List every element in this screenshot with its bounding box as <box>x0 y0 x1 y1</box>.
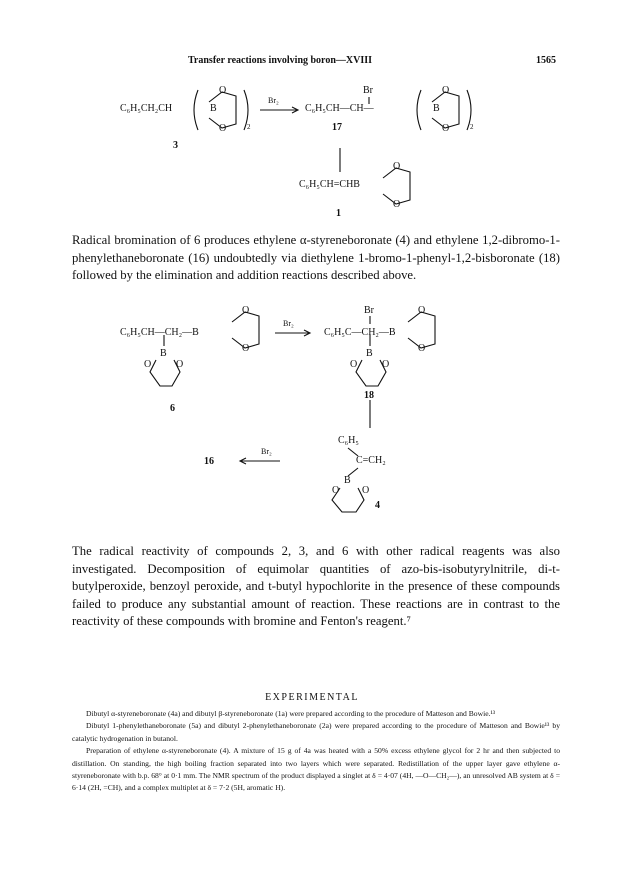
label-1: 1 <box>336 208 341 219</box>
bromine-substituent: Br <box>364 305 374 316</box>
oxygen-atom: O <box>362 485 370 496</box>
compound-17-formula: C₆H₅CH—CH— <box>305 103 374 114</box>
label-3: 3 <box>173 140 178 151</box>
paragraph-radical-bromination: Radical bromination of 6 produces ethylene α-styreneboronate (4) and ethylene 1,2-dibromo-1-phenylethaneboronate (16) undoubtedly via diethylene 1-bromo-1-phenyl-1,2-bisboronate (18) followed by the elimination and addition reactions described above. <box>72 233 560 282</box>
compound-1-formula: C₆H₅CH=CHB <box>299 179 360 190</box>
label-18: 18 <box>364 390 374 401</box>
experimental-text <box>72 708 560 795</box>
oxygen-atom: O <box>393 199 401 210</box>
label-17: 17 <box>332 122 342 133</box>
oxygen-atom: O <box>442 123 450 134</box>
oxygen-atom: O <box>144 359 152 370</box>
boron-atom: B <box>344 475 351 486</box>
label-4: 4 <box>375 500 380 511</box>
experimental-paragraph: Preparation of ethylene α-styreneboronate (4). A mixture of 15 g of 4a was heated with a 50% excess ethylene glycol for 2 hr and then subjected to distillation. On standing, the high boiling fraction separated into two layers which were separated. Redistillation of the upper layer gave ethylene α-styreneboronate with b.p. 68° at 0·1 mm. The NMR spectrum of the product displayed a singlet at δ = 4·07 (4H, —O—CH₂—), an unresolved AB system at δ = 6·14 (2H, =CH), and a complex multiplet at δ = 7·2 (5H, aromatic H). <box>72 746 560 793</box>
reagent-br2: Br₂ <box>268 96 279 105</box>
compound-18-formula: C₆H₅C—CH₂—B <box>324 327 396 338</box>
reagent-br2: Br₂ <box>261 447 272 456</box>
subscript: 2 <box>470 123 474 131</box>
experimental-paragraph: Dibutyl α-styreneboronate (4a) and dibutyl β-styreneboronate (1a) were prepared according to the procedure of Matteson and Bowie.¹³ <box>86 709 496 718</box>
oxygen-atom: O <box>393 161 401 172</box>
boron-atom: B <box>210 103 217 114</box>
subscript: 2 <box>247 123 251 131</box>
boron-atom: B <box>366 348 373 359</box>
compound-3-formula: C₆H₅CH₂CH <box>120 103 173 114</box>
bromine-substituent: Br <box>363 85 373 96</box>
oxygen-atom: O <box>332 485 340 496</box>
label-6: 6 <box>170 403 175 414</box>
compound-4-formula: C=CH₂ <box>356 455 386 466</box>
oxygen-atom: O <box>442 85 450 96</box>
compound-6-formula: C₆H₅CH—CH₂—B <box>120 327 199 338</box>
oxygen-atom: O <box>242 305 250 316</box>
paragraph-radical-reactivity: The radical reactivity of compounds 2, 3, and 6 with other radical reagents was also investigated. Decomposition of equimolar quantities of azo-bis-isobutyrylnitrile, di-t-butylperoxide, benzoyl peroxide, and t-butyl hypochlorite in the presence of these compounds failed to produce any substantial amount of reaction. These reactions are in contrast to the reactivity of these compounds with bromine and Fenton's reagent.⁷ <box>72 544 560 628</box>
reagent-br2: Br₂ <box>283 319 294 328</box>
phenyl-substituent: C₆H₅ <box>338 435 359 446</box>
boron-atom: B <box>160 348 167 359</box>
oxygen-atom: O <box>176 359 184 370</box>
experimental-paragraph: Dibutyl 1-phenylethaneboronate (5a) and dibutyl 2-phenylethaneboronate (2a) were prepared according to the procedure of Matteson and Bowie¹³ by catalytic hydrogenation in butanol. <box>72 721 560 743</box>
label-16: 16 <box>204 456 214 467</box>
section-heading-experimental: EXPERIMENTAL <box>265 692 359 703</box>
page-number: 1565 <box>536 55 556 66</box>
oxygen-atom: O <box>382 359 390 370</box>
oxygen-atom: O <box>219 123 227 134</box>
boron-atom: B <box>433 103 440 114</box>
oxygen-atom: O <box>418 305 426 316</box>
oxygen-atom: O <box>418 343 426 354</box>
oxygen-atom: O <box>219 85 227 96</box>
running-title: Transfer reactions involving boron—XVIII <box>188 55 372 66</box>
oxygen-atom: O <box>350 359 358 370</box>
oxygen-atom: O <box>242 343 250 354</box>
